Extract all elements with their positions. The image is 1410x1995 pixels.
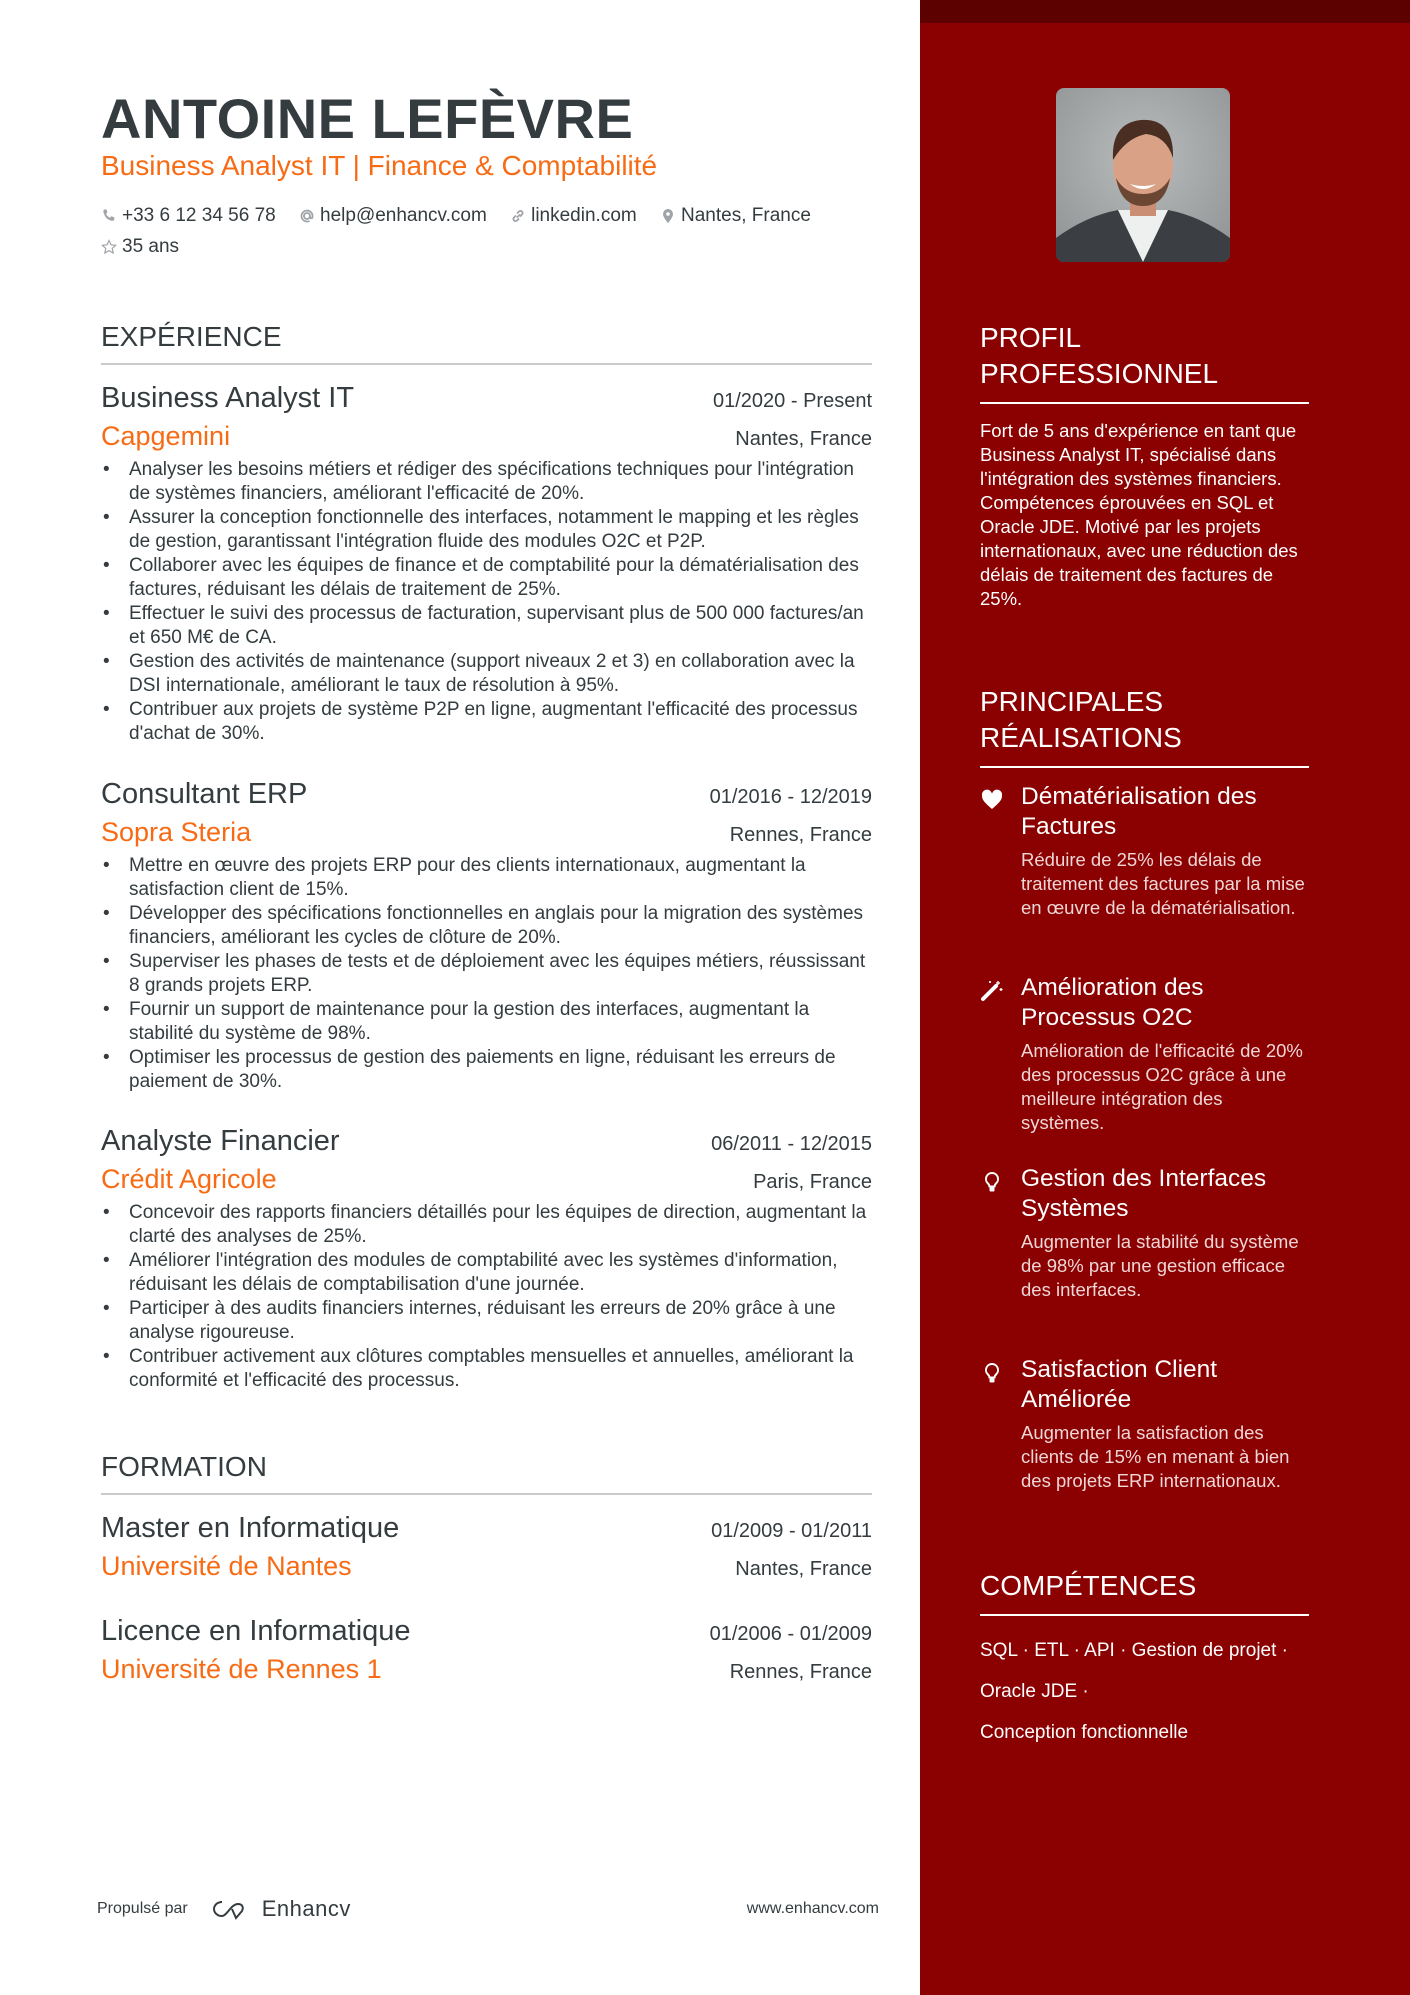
job-company: Sopra Steria [101, 817, 252, 847]
achievement-title: Gestion des Interfaces Systèmes [1021, 1165, 1267, 1222]
job-bullets [101, 458, 872, 746]
powered-by-label: Propulsé par [97, 1900, 188, 1917]
skills-line: Oracle JDE · [980, 1681, 1089, 1702]
skills-line: Conception fonctionnelle [980, 1722, 1189, 1743]
link-icon [510, 208, 526, 224]
bullet: • Superviser les phases de tests et de déploiement avec les équipes métiers, réussissant 8 grands projets ERP. [101, 950, 872, 998]
heart-icon [980, 788, 1004, 812]
achievement-title: Satisfaction Client Améliorée [1021, 1356, 1218, 1413]
job-bullets [101, 1201, 872, 1393]
bullet: • Optimiser les processus de gestion des paiements en ligne, réduisant les erreurs de paiement de 30%. [101, 1046, 872, 1094]
education-entry [101, 1615, 872, 1685]
education-location: Rennes, France [729, 1661, 872, 1683]
job-title: Consultant ERP [101, 778, 308, 810]
lightbulb-icon [980, 1170, 1004, 1194]
profile-heading: PROFIL PROFESSIONNEL [980, 320, 1309, 404]
bullet: • Participer à des audits financiers internes, réduisant les erreurs de 20% grâce à une analyse rigoureuse. [101, 1297, 872, 1345]
job-company: Crédit Agricole [101, 1164, 277, 1194]
job-location: Paris, France [753, 1171, 872, 1193]
main-column [101, 0, 872, 1995]
achievement-desc: Amélioration de l'efficacité de 20% des processus O2C grâce à une meilleure intégration des systèmes. [1021, 1040, 1303, 1133]
enhancv-logo-icon [208, 1898, 254, 1920]
achievement-desc: Augmenter la satisfaction des clients de 15% en menant à bien des projets ERP internationaux. [1021, 1422, 1290, 1491]
job-location: Nantes, France [735, 428, 872, 450]
profile-photo [1056, 88, 1230, 262]
job-title: Business Analyst IT [101, 382, 355, 414]
contact-age: 35 ans [101, 233, 179, 261]
achievement-item [980, 1355, 1310, 1493]
degree: Master en Informatique [101, 1512, 400, 1544]
education-entry [101, 1512, 872, 1582]
job-entry [101, 778, 872, 1094]
education-dates: 01/2006 - 01/2009 [709, 1623, 872, 1645]
sidebar [920, 0, 1410, 1995]
achievements-heading: PRINCIPALES RÉALISATIONS [980, 684, 1309, 768]
skills-list [980, 1630, 1310, 1753]
experience-heading: EXPÉRIENCE [101, 321, 872, 365]
job-entry [101, 382, 872, 746]
candidate-title: Business Analyst IT | Finance & Comptabilité [101, 150, 658, 181]
profile-summary: Fort de 5 ans d'expérience en tant que Business Analyst IT, spécialisé dans l'intégration des systèmes financiers. Compétences éprouvées en SQL et Oracle JDE. Motivé par les projets internationaux, avec une réduction des délais de traitement des factures de 25%. [980, 420, 1298, 609]
achievement-desc: Réduire de 25% les délais de traitement des factures par la mise en œuvre de la dématérialisation. [1021, 849, 1305, 918]
achievement-title: Dématérialisation des Factures [1021, 783, 1257, 840]
job-title: Analyste Financier [101, 1125, 340, 1157]
phone-icon [101, 208, 117, 224]
bullet: • Améliorer l'intégration des modules de comptabilité avec les systèmes d'information, réduisant les délais de comptabilisation d'une journée. [101, 1249, 872, 1297]
star-icon [101, 239, 117, 255]
contact-email[interactable]: help@enhancv.com [299, 202, 487, 230]
education-location: Nantes, France [735, 1558, 872, 1580]
job-bullets [101, 854, 872, 1094]
achievement-desc: Augmenter la stabilité du système de 98% par une gestion efficace des interfaces. [1021, 1231, 1299, 1300]
lightbulb-icon [980, 1361, 1004, 1385]
job-company: Capgemini [101, 421, 231, 451]
bullet: • Concevoir des rapports financiers détaillés pour les équipes de direction, augmentant la clarté des analyses de 25%. [101, 1201, 872, 1249]
achievement-item [980, 973, 1310, 1135]
contact-location: Nantes, France [660, 202, 811, 230]
bullet: • Analyser les besoins métiers et rédiger des spécifications techniques pour l'intégration de systèmes financiers, améliorant l'efficacité de 20%. [101, 458, 872, 506]
location-icon [660, 208, 676, 224]
bullet: • Contribuer aux projets de système P2P en ligne, augmentant l'efficacité des processus d'achat de 30%. [101, 698, 872, 746]
sidebar-top-strip [920, 0, 1410, 23]
footer [97, 1896, 879, 1922]
skills-heading: COMPÉTENCES [980, 1568, 1309, 1616]
school: Université de Rennes 1 [101, 1654, 382, 1684]
contact-info [101, 202, 872, 264]
contact-phone: +33 6 12 34 56 78 [101, 202, 276, 230]
magic-wand-icon [980, 979, 1004, 1003]
skills-line: SQL · ETL · API · Gestion de projet · [980, 1640, 1288, 1661]
at-icon [299, 208, 315, 224]
portrait-image [1056, 88, 1230, 262]
achievement-item [980, 1164, 1310, 1302]
bullet: • Gestion des activités de maintenance (support niveaux 2 et 3) en collaboration avec la DSI internationale, améliorant le taux de résolution à 95%. [101, 650, 872, 698]
achievement-item [980, 782, 1310, 920]
bullet: • Développer des spécifications fonctionnelles en anglais pour la migration des systèmes financiers, améliorant les cycles de clôture de 20%. [101, 902, 872, 950]
job-dates: 01/2020 - Present [713, 390, 872, 412]
education-heading: FORMATION [101, 1451, 872, 1495]
achievement-title: Amélioration des Processus O2C [1021, 974, 1204, 1031]
bullet: • Assurer la conception fonctionnelle des interfaces, notamment le mapping et les règles de gestion, garantissant l'intégration fluide des modules O2C et P2P. [101, 506, 872, 554]
bullet: • Collaborer avec les équipes de finance et de comptabilité pour la dématérialisation des factures, réduisant les délais de traitement de 25%. [101, 554, 872, 602]
job-dates: 06/2011 - 12/2015 [711, 1133, 872, 1155]
job-location: Rennes, France [729, 824, 872, 846]
enhancv-logo[interactable]: Enhancv [208, 1896, 351, 1922]
candidate-name: ANTOINE LEFÈVRE [101, 87, 634, 150]
job-entry [101, 1125, 872, 1393]
contact-linkedin[interactable]: linkedin.com [510, 202, 637, 230]
footer-url[interactable]: www.enhancv.com [746, 1900, 879, 1917]
degree: Licence en Informatique [101, 1615, 411, 1647]
education-dates: 01/2009 - 01/2011 [711, 1520, 872, 1542]
bullet: • Contribuer activement aux clôtures comptables mensuelles et annuelles, améliorant la conformité et l'efficacité des processus. [101, 1345, 872, 1393]
bullet: • Mettre en œuvre des projets ERP pour des clients internationaux, augmentant la satisfaction client de 15%. [101, 854, 872, 902]
bullet: • Fournir un support de maintenance pour la gestion des interfaces, augmentant la stabilité du système de 98%. [101, 998, 872, 1046]
bullet: • Effectuer le suivi des processus de facturation, supervisant plus de 500 000 factures/an et 650 M€ de CA. [101, 602, 872, 650]
job-dates: 01/2016 - 12/2019 [709, 786, 872, 808]
school: Université de Nantes [101, 1551, 352, 1581]
